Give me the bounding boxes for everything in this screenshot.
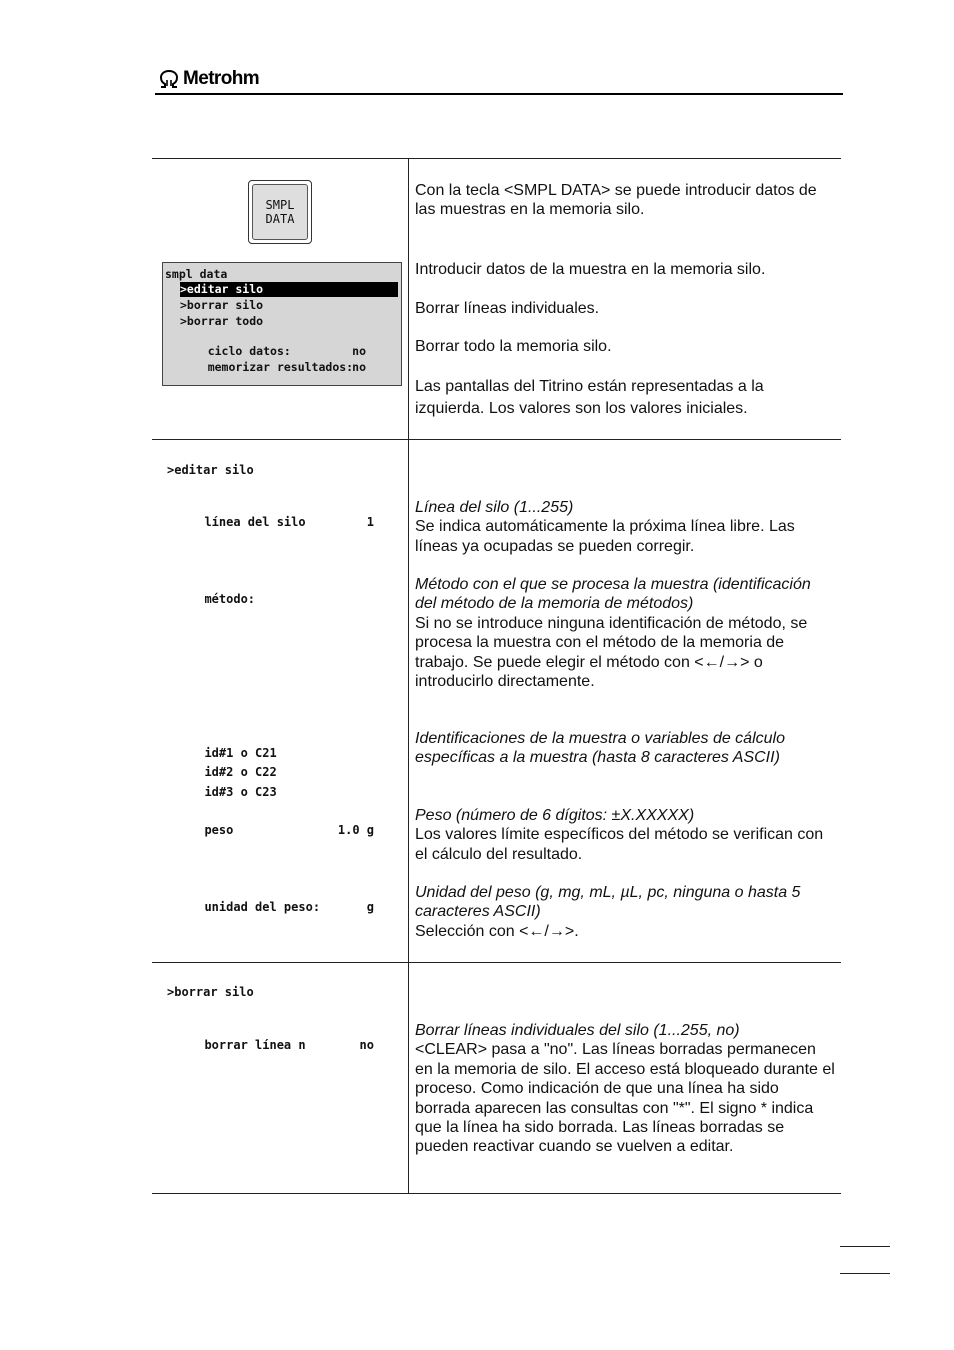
description-body: Se indica automáticamente la próxima línea libre. Las líneas ya ocupadas se pueden corregir. <box>415 518 795 555</box>
smpl-data-key <box>248 180 312 244</box>
param-description <box>415 806 835 864</box>
display-title: smpl data <box>165 267 228 281</box>
param-description <box>415 883 835 941</box>
footer-rule <box>840 1246 890 1247</box>
description-title: Peso (número de 6 dígitos: ±X.XXXXX) <box>415 807 695 824</box>
description-title: Borrar líneas individuales del silo (1...255, no) <box>415 1022 740 1039</box>
description-title: Método con el que se procesa la muestra (identificación del método de la memoria de métodos) <box>415 576 811 613</box>
display-row <box>180 345 366 374</box>
display-row-value: no <box>352 360 366 374</box>
display-row-label: memorizar resultados: <box>207 360 354 374</box>
display-row <box>180 329 366 358</box>
intro-paragraph: Introducir datos de la muestra en la memoria silo. <box>415 261 766 278</box>
description-body: Selección con <←/→>. <box>415 922 579 940</box>
metrohm-logo <box>158 68 259 90</box>
key-label-line2: DATA <box>265 212 295 226</box>
display-item-selected: >editar silo <box>180 282 398 297</box>
intro-paragraph: Las pantallas del Titrino están representadas a la izquierda. Los valores son los valores iniciales. <box>415 378 764 417</box>
description-body: Los valores límite específicos del método se verifican con el cálculo del resultado. <box>415 826 824 863</box>
param-value: 1.0 g <box>337 823 374 837</box>
param-description <box>415 729 835 768</box>
param-label: id#2 o C22 <box>204 765 277 779</box>
display-row-value: no <box>352 344 366 358</box>
intro-paragraph: Borrar todo la memoria silo. <box>415 338 612 355</box>
display-item: >borrar silo <box>180 298 264 312</box>
section-heading: >editar silo <box>167 463 254 477</box>
description-body: <CLEAR> pasa a "no". Las líneas borradas permanecen en la memoria de silo. El acceso está bloqueado durante el proceso. Como indicación de que una línea ha sido borrada aparecen las consultas con "*". El signo * indica que la línea ha sido borrada. Las líneas borradas se pueden reactivar cuando se vuelven a editar. <box>415 1041 835 1156</box>
description-title: Identificaciones de la muestra o variables de cálculo específicas a la muestra (hasta 8 caracteres ASCII) <box>415 730 785 767</box>
brand-name: Metrohm <box>183 68 260 89</box>
section-rule-2 <box>152 962 841 963</box>
table-top-rule <box>152 158 841 159</box>
display-row-label: ciclo datos: <box>207 344 291 358</box>
intro-paragraph: Borrar líneas individuales. <box>415 300 600 317</box>
titrino-display <box>162 262 402 386</box>
param-row <box>190 771 374 799</box>
param-value: g <box>366 900 374 914</box>
param-label: línea del silo <box>204 515 306 529</box>
param-label: peso <box>204 823 234 837</box>
display-item: >borrar todo <box>180 314 264 328</box>
column-divider <box>408 158 409 1194</box>
section-rule-1 <box>152 439 841 440</box>
footer-rule <box>840 1273 890 1274</box>
param-label: id#1 o C21 <box>204 746 277 760</box>
section-heading: >borrar silo <box>167 985 254 999</box>
description-title: Línea del silo (1...255) <box>415 499 574 516</box>
param-row <box>190 1024 374 1052</box>
param-row <box>190 501 374 529</box>
table-bottom-rule <box>152 1193 841 1194</box>
param-row <box>190 886 374 914</box>
description-title: Unidad del peso (g, mg, mL, µL, pc, ninguna o hasta 5 caracteres ASCII) <box>415 884 801 921</box>
description-body: Si no se introduce ninguna identificación de método, se procesa la muestra con el método de la memoria de trabajo. Se puede elegir el método con <←/→> o introducirlo directamente. <box>415 614 808 691</box>
param-label: borrar línea n <box>204 1038 306 1052</box>
key-label-line1: SMPL <box>265 198 295 212</box>
header-rule <box>155 93 843 95</box>
intro-paragraph: Con la tecla <SMPL DATA> se puede introducir datos de las muestras en la memoria silo. <box>415 182 817 219</box>
metrohm-omega-icon <box>158 69 180 89</box>
param-value: no <box>359 1038 374 1052</box>
param-label: método: <box>204 592 256 606</box>
param-label: id#3 o C23 <box>204 785 277 799</box>
param-value: 1 <box>366 515 374 529</box>
param-label: unidad del peso: <box>204 900 321 914</box>
param-row <box>190 578 374 606</box>
param-description <box>415 575 835 691</box>
param-description <box>415 1021 835 1157</box>
param-row <box>190 809 374 837</box>
param-description <box>415 498 835 556</box>
